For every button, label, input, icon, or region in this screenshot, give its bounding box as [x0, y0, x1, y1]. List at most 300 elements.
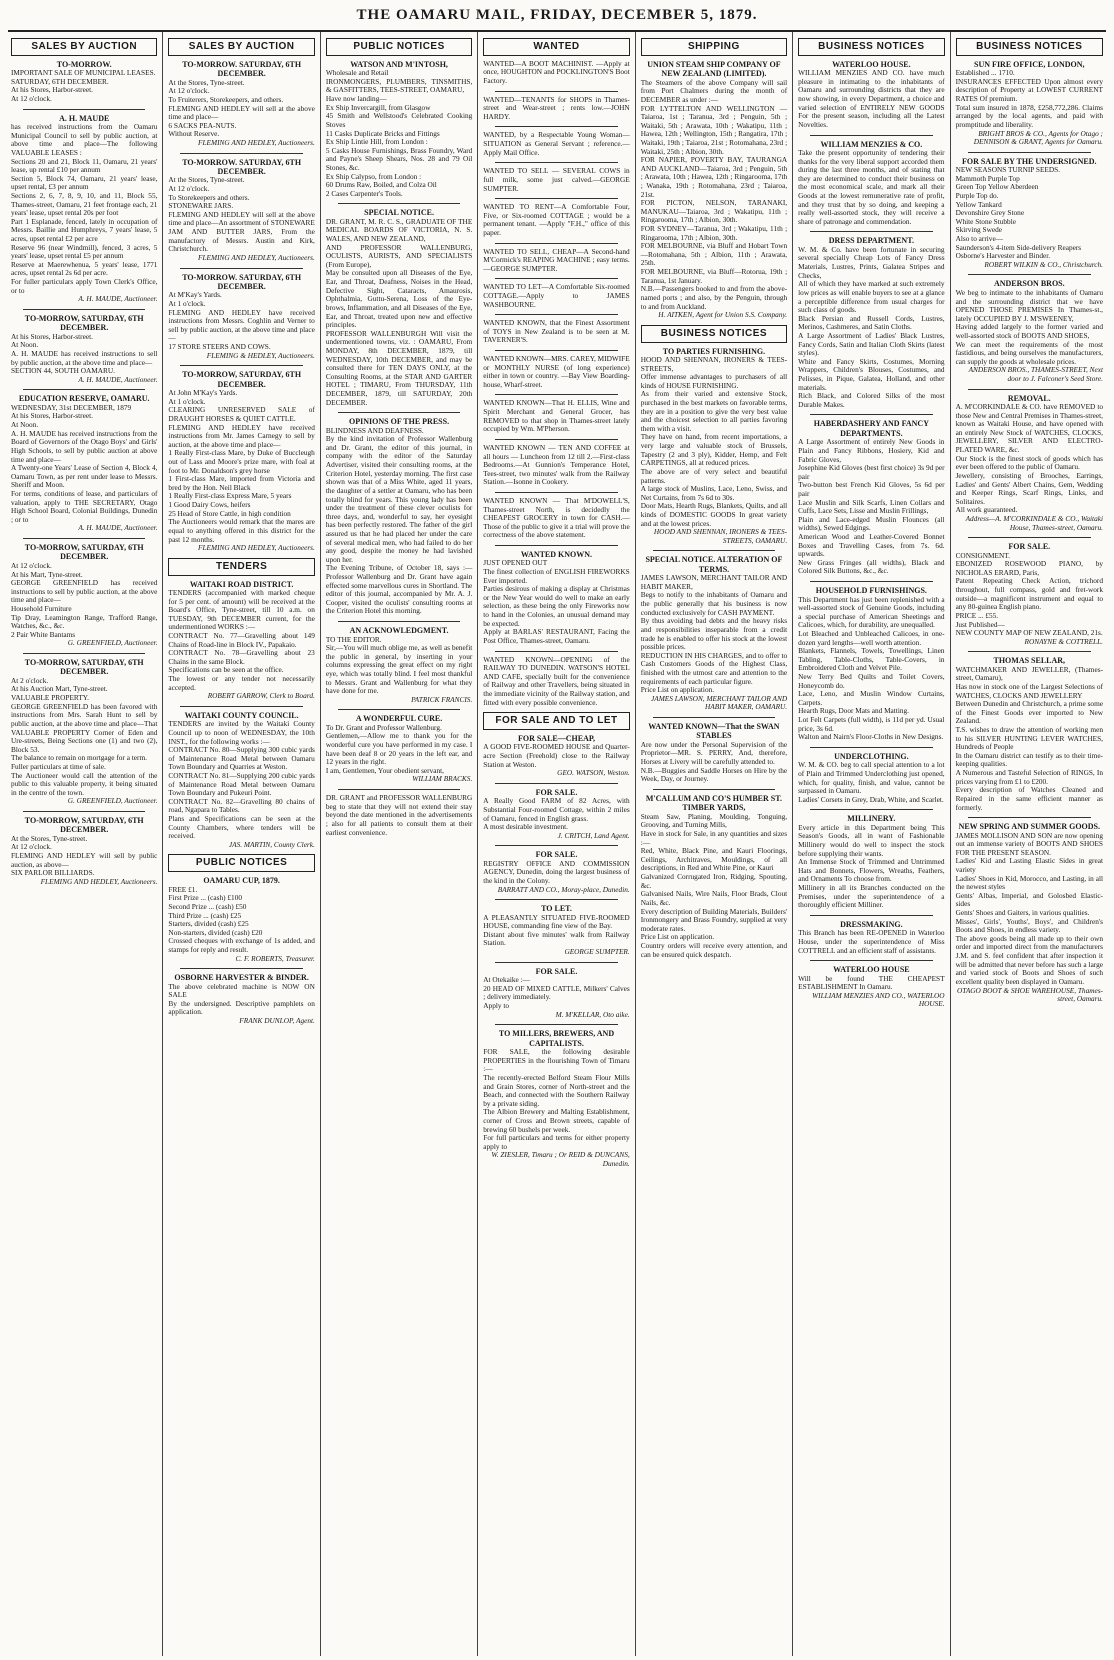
ad-line: Walton and Nairn's Floor-Cloths in New Designs. — [798, 732, 944, 742]
ad-signature: A. H. MAUDE, Auctioneer. — [78, 294, 158, 304]
ad-divider — [23, 811, 145, 812]
ad-line: Offer immense advantages to purchasers of all kinds of HOUSE FURNISHING. — [640, 372, 788, 390]
ad-divider — [810, 960, 932, 961]
ad-line: Lace, Leno, and Muslin Window Curtains, Carpets. — [798, 689, 945, 707]
ad-divider — [495, 162, 617, 163]
ad-line: At 12 o'clock. — [168, 184, 210, 194]
ad-line: Household Furniture — [11, 603, 72, 613]
ad-line: Hearth Rugs, Door Mats and Matting. — [798, 706, 909, 716]
ad-title: WANTED KNOWN—That the SWAN STABLES — [648, 722, 780, 741]
ad-line: FLEMING AND HEDLEY have received instructions from Messrs. Coghlin and Verner to sell by public auction, at the above time and place— — [168, 307, 315, 343]
ad-line: Tip Dray, Leamington Range, Trafford Range, Watches, &c., &c. — [11, 612, 158, 631]
ad-line: Between Dunedin and Christchurch, a prime some of the Finest Goods ever imported to New Zealand. — [955, 699, 1103, 726]
ad-line: WANTED—TENANTS for SHOPS in Thames-street and Wear-street ; rents low.—JOHN HARDY. — [483, 94, 630, 121]
advertisement — [483, 96, 629, 122]
advertisement — [483, 399, 629, 433]
ad-line: Without Reserve. — [168, 129, 220, 139]
ad-title: OAMARU CUP, 1879. — [203, 876, 280, 886]
ad-divider — [810, 414, 932, 415]
ad-title: TO-MORROW, SATURDAY, 6TH DECEMBER. — [24, 657, 144, 677]
ad-divider — [810, 915, 932, 916]
ad-line: Skirving Swede — [955, 225, 1002, 235]
ad-line: American Wood and Leather-Covered Bonnet Boxes and Travelling Cases, from 7s. 6d. upwards. — [798, 532, 945, 559]
ad-line: For full particulars and terms for either property apply to — [483, 1133, 630, 1151]
ad-line: We beg to intimate to the inhabitants of Oamaru and the surrounding district that we have OPENED THOSE PREMISES In Thames-st., lately OCCUPIED BY J. M'SWEENEY, — [955, 287, 1103, 323]
ad-line: Gentlemen,—Allow me to thank you for the wonderful cure you have performed in my case. I have been deaf 8 or 20 years in the left ear, and 12 years in the right. — [325, 731, 473, 767]
ad-signature: M. M'KELLAR, Oto aike. — [555, 1009, 630, 1019]
ad-line: All work guaranteed. — [955, 505, 1018, 515]
ad-line: The lowest or any tender not necessarily accepted. — [168, 674, 315, 692]
section-heading: BUSINESS NOTICES — [956, 38, 1103, 56]
ad-line: 20 HEAD OF MIXED CATTLE, Milkers' Calves ; delivery immediately. — [483, 983, 630, 1002]
advertisement — [11, 394, 157, 533]
ad-line: At 12 o'clock. — [168, 86, 210, 96]
section-heading: FOR SALE AND TO LET — [483, 712, 629, 730]
ad-divider — [495, 91, 617, 92]
ad-signature: FLEMING & HEDLEY, Auctioneers. — [206, 350, 315, 360]
ad-line: Ladies' Shoes in Kid, Morocco, and Lasting, in all the newest styles — [955, 873, 1103, 892]
ad-line: The Auctioneer would call the attention of the public to this valuable property, it being situated in the centre of the town. — [11, 770, 158, 797]
advertisement — [956, 60, 1103, 147]
ad-line: JAMES LAWSON, MERCHANT TAILOR AND HABIT MAKER, — [640, 573, 788, 591]
advertisement — [798, 752, 944, 804]
ad-line: Sir,—You will much oblige me, as well as benefit the public in general, by inserting in your columns expressing the great effect on my right eye, which was totally blind. I feel most thankful to Messrs. Grant and Wallenburg for what they have done for me. — [325, 643, 473, 696]
ad-title: M'CALLUM AND CO'S HUMBER ST. TIMBER YARDS, — [645, 793, 782, 813]
ad-line: White and Fancy Skirts, Costumes, Morning Wrappers, Children's Blouses, Costumes, and Pelisses, in Pique, Galatea, Holland, and other materials. — [798, 356, 945, 392]
ad-title: TO PARTIES FURNISHING. — [662, 346, 766, 356]
ad-divider — [495, 783, 617, 784]
ad-signature: FLEMING AND HEDLEY, Auctioneers. — [198, 543, 315, 553]
ad-divider — [653, 550, 775, 551]
advertisement — [168, 370, 314, 552]
ad-line: Ex Ship Lintie Hill, from London : — [325, 137, 428, 147]
advertisement — [641, 347, 787, 546]
ad-signature: HOOD AND SHENNAN, IRONERS & TEES-STREETS, OAMARU. — [653, 527, 788, 545]
ad-line: Having added largely to the former varied and well-assorted stock of BOOTS AND SHOES, — [955, 322, 1103, 340]
ad-line: At 1 o'clock. — [168, 396, 206, 406]
ad-divider — [653, 789, 775, 790]
ad-divider — [495, 899, 617, 900]
ad-line: CONTRACT No. 77—Gravelling about 149 Chains of Road-line in Block IV., Papakaio. — [168, 631, 315, 649]
ad-line: At his Stores, Harbor-street. — [11, 85, 93, 95]
ad-line: GEORGE GREENFIELD has received instructions to sell by public auction, at the above time and place— — [11, 578, 158, 605]
ad-title: SPECIAL NOTICE. ALTERATION OF TERMS. — [645, 555, 783, 574]
ad-line: WANTED TO SELL — SEVERAL COWS in full milk, some just calved.—GEORGE SUMPTER. — [483, 166, 630, 193]
ad-line: WANTED TO RENT—A Comfortable Four, Five, or Six-roomed COTTAGE ; would be a permanent tenant. —Apply "F.H.," office of this paper. — [483, 202, 630, 237]
ad-line: HOOD AND SHENNAN, IRONERS & TEES-STREETS, — [640, 354, 788, 373]
ad-line: IRONMONGERS, PLUMBERS, TINSMITHS, & GASFITTERS, TEES-STREET, OAMARU, — [325, 76, 473, 95]
ad-line: Two-button best French Kid Gloves, 5s 6d per pair — [798, 480, 945, 498]
ad-signature: BRIGHT BROS & CO., Agents for Otago ; DENNISON & GRANT, Agents for Oamaru. — [973, 128, 1103, 147]
ad-line: Gents' Albas, Imperial, and Golosbed Elastic-sides — [955, 890, 1103, 909]
ad-line: TO THE EDITOR. — [325, 634, 382, 644]
advertisement — [483, 60, 629, 86]
ad-divider — [495, 1024, 617, 1025]
ad-title: FOR SALE BY THE UNDERSIGNED. — [962, 156, 1097, 166]
ad-line: AND PROFESSOR WALLENBURG, OCULISTS, AURISTS, AND SPECIALISTS (From Europe), — [325, 242, 473, 269]
ad-signature: ROBERT WILKIN & CO., Christchurch. — [984, 259, 1103, 269]
column-3 — [321, 32, 478, 1656]
ad-line: INSURANCES EFFECTED Upon almost every description of Property at LOWEST CURRENT RATES Of premium. — [955, 76, 1103, 104]
ad-line: At his Stores, Harbor-street. — [11, 411, 93, 421]
ad-line: Devonshire Grey Stone — [955, 208, 1025, 218]
ad-title: UNION STEAM SHIP COMPANY OF NEW ZEALAND (LIMITED). — [647, 59, 781, 79]
ad-line: CONTRACT No. 81—Supplying 200 cubic yards of Maintenance Road Metal between Oamaru Town Boundary and Pukeuri Point. — [168, 770, 315, 798]
ad-signature: ANDERSON BROS., THAMES-STREET, Next door to J. Falconer's Seed Store. — [968, 365, 1103, 383]
advertisement — [798, 920, 944, 955]
section-heading: PUBLIC NOTICES — [326, 38, 472, 56]
ad-line: has received instructions from the Oamaru Municipal Council to sell by public auction, at above time and place—The following VALUABLE LEASES : — [11, 122, 158, 157]
ad-line: WANTED TO SELL, CHEAP—A Second-hand M'Cormick's REAPING MACHINE ; easy terms.—GEORGE SUMPTER. — [483, 246, 630, 273]
advertisement — [483, 788, 629, 840]
column-4 — [478, 32, 635, 1656]
advertisement — [326, 626, 472, 704]
advertisement — [956, 542, 1103, 646]
advertisement — [483, 904, 629, 956]
advertisement — [641, 722, 787, 784]
ad-line: Mammoth Purple Top — [955, 173, 1020, 183]
ad-line: Wholesale and Retail — [325, 68, 389, 78]
ad-line: FLEMING AND HEDLEY will sell at the above time and place—An assortment of STONEWARE JAM AND BUTTER JARS, From the manufactory of Messrs. Austin and Kirk, Christchurch. — [168, 209, 315, 254]
ad-line: REGISTRY OFFICE AND COMMISSION AGENCY, Dunedin, doing the largest business of the kind in the Colony. — [483, 858, 630, 885]
ad-line: Sections 2, 6, 7, 8, 9, 10, and 11, Block 55, Thames-street, Oamaru, 21 feet frontage each, 21 years' lease, upset rental 20s per foot — [11, 190, 158, 218]
ad-line: W. M. & Co. have been fortunate in securing several specially Cheap Lots of Fancy Dress Materials, Lustres, Prints, Galatea Stripes and Checks, — [798, 244, 945, 280]
ad-line: Fuller particulars at time of sale. — [11, 761, 106, 771]
columns — [0, 32, 1114, 1656]
ad-line: NEW SEASONS TURNIP SEEDS. — [955, 165, 1061, 175]
ad-signature: GEORGE SUMPTER. — [564, 947, 630, 957]
ad-divider — [180, 365, 302, 366]
ad-line: At 12 o'clock. — [11, 560, 52, 570]
ad-line: At 12 o'clock. — [11, 842, 52, 852]
advertisement — [483, 203, 629, 237]
ad-line: Yellow Tankard — [955, 199, 1002, 209]
ad-line: A Large Assortment of entirely New Goods in Plain and Fancy Ribbons, Hosiery, Kid and Fabric Gloves, — [798, 437, 945, 464]
advertisement — [483, 248, 629, 274]
ad-title: SUN FIRE OFFICE, LONDON, — [974, 59, 1085, 69]
advertisement — [11, 543, 157, 648]
ad-line: First Prize ... (cash) £100 — [168, 893, 242, 903]
ad-line: At the Stores, Tyne-street. — [168, 175, 245, 185]
ad-title: TO-MORROW. SATURDAY, 6TH DECEMBER. — [182, 157, 302, 176]
ad-line: Galvanised Nails, Wire Nails, Floor Brads, Clout Nails, &c. — [640, 889, 788, 907]
ad-title: TO-MORROW, SATURDAY, 6TH DECEMBER. — [182, 370, 302, 389]
ad-title: EDUCATION RESERVE, OAMARU. — [18, 394, 150, 404]
ad-line: Established ... 1710. — [955, 68, 1015, 78]
ad-title: DRESS DEPARTMENT. — [828, 236, 914, 246]
ad-divider — [968, 152, 1091, 153]
advertisement — [326, 208, 472, 407]
ad-line: 2 Pair White Bantams — [11, 629, 76, 639]
ad-line: Blankets, Flannels, Towels, Towellings, Linen Tabling, Table-Cloths, Table-Covers, in Embroidered Cloth and Velvet Pile. — [798, 646, 945, 673]
advertisement — [483, 131, 629, 157]
ad-line: W. M. & CO. beg to call special attention to a lot of Plain and Trimmed Underclothing just opened, which, for quality, finish, and value, cannot be surpassed in Oamaru. — [798, 760, 945, 796]
ad-line: This Branch has been RE-OPENED in Waterloo House, under the superintendence of Miss COTTRELL and an efficient staff of assistants. — [798, 928, 945, 955]
ad-line: Ex Ship Calypso, from London : — [325, 171, 422, 181]
ad-signature: JAMES LAWSON, MERCHANT TAILOR AND HABIT MAKER, OAMARU. — [651, 693, 788, 712]
ad-line: We can meet the requirements of the most fastidious, and being ourselves the manufacturers, can supply the goods at wholesale prices. — [955, 339, 1103, 366]
ad-line: Saunderson's 4-item Side-delivery Reapers — [955, 242, 1082, 252]
advertisement — [956, 822, 1103, 1004]
advertisement — [483, 1029, 629, 1168]
ad-line: Black Persian and Russell Cords, Lustres, Merinos, Cashmeres, and Satin Cloths. — [798, 313, 945, 332]
ad-line: JUST OPENED OUT — [483, 558, 548, 568]
column-5 — [636, 32, 793, 1656]
ad-divider — [495, 845, 617, 846]
ad-line: A Numerous and Tasteful Selection of RINGS, In prices varying from £1 to £200. — [955, 768, 1103, 786]
column-1 — [6, 32, 163, 1656]
ad-line: WANTED KNOWN, that the Finest Assortment of TOYS in New Zealand is to be seen at M. TAVERNER'S. — [483, 318, 630, 345]
ad-title: WATSON AND M'INTOSH, — [350, 59, 448, 69]
ad-divider — [495, 314, 617, 315]
ad-line: Our Stock is the finest stock of goods which has ever been offered to the public of Oamaru. — [955, 453, 1103, 472]
ad-line: The finest collection of ENGLISH FIREWORKS Ever imported. — [483, 567, 630, 585]
ad-line: Specifications can be seen at the office. — [168, 665, 284, 675]
ad-divider — [495, 545, 617, 546]
ad-line: WILLIAM MENZIES AND CO. have much pleasure in intimating to the inhabitants of Oamaru and surrounding districts that they are now showing, in every Department, a choice and varied selection of ENTIRELY NEW GOODS For the present season, including all the Latest Novelties. — [798, 68, 945, 129]
advertisement — [798, 60, 944, 130]
ad-line: FOR SYDNEY—Taranua, 3rd ; Wakatipu, 11th ; Ringarooma, 17th ; Albion, 30th. — [640, 224, 788, 242]
ad-line: Price List on application. — [640, 932, 715, 942]
ad-divider — [180, 968, 302, 969]
ad-line: Lot Felt Carpets (full width), is 11d per yd. Usual price, 3s 6d. — [798, 715, 945, 733]
ad-title: A WONDERFUL CURE. — [355, 714, 443, 724]
section-heading: SALES BY AUCTION — [11, 38, 157, 56]
ad-line: At 2 o'clock. — [11, 675, 49, 685]
ad-line: Every description of Building Materials, Builders' Ironmongery and Brass Foundry, supplied at very moderate rates. — [640, 906, 788, 933]
ad-title: AN ACKNOWLEDGMENT. — [349, 626, 449, 636]
advertisement — [326, 794, 472, 837]
advertisement — [326, 714, 472, 784]
ad-divider — [180, 268, 302, 269]
ad-line: 2 Cases Carpenter's Tools. — [325, 188, 403, 198]
ad-line: A most desirable investment. — [483, 822, 568, 832]
ad-line: Third Prize ... (cash) £25 — [168, 910, 242, 920]
ad-line: Plans and Specifications can be seen at the County Chambers, where tenders will be received. — [168, 814, 315, 841]
ad-line: Galvanized Corrugated Iron, Ridging, Spouting, &c. — [640, 872, 788, 890]
ad-line: 11 Casks Duplicate Bricks and Fittings — [325, 128, 440, 138]
ad-line: Rich Black, and Colored Silks of the most Durable Makes. — [798, 391, 945, 409]
ad-line: WEDNESDAY, 31st DECEMBER, 1879 — [11, 402, 132, 412]
advertisement — [483, 355, 629, 389]
ad-divider — [653, 717, 775, 718]
ad-signature: FLEMING AND HEDLEY, Auctioneers. — [40, 876, 158, 886]
ad-title: TO-MORROW, SATURDAY, 6TH DECEMBER. — [24, 313, 144, 333]
ad-divider — [23, 538, 145, 539]
advertisement — [326, 60, 472, 199]
ad-line: Steam Saw, Planing, Moulding, Tonguing, Grooving, and Turning Mills, — [640, 811, 788, 830]
ad-divider — [180, 153, 302, 154]
ad-line: Osborne's Harvester and Binder. — [955, 251, 1051, 261]
advertisement — [168, 711, 314, 850]
advertisement — [798, 236, 944, 409]
ad-line: At John M'Kay's Yards. — [168, 388, 238, 398]
ad-line: They have on hand, from recent importations, a very large and valuable stock of Brussels, Tapestry (2 and 3 ply), Kidder, Hemp, and Felt CARPETINGS, all at reduced prices. — [640, 432, 788, 468]
ad-line: 5 Casks House Furnishings, Brass Foundry, Ward and Payne's Sheep Shears, Nos. 28 and 79 Oil Stones, &c. — [325, 145, 473, 172]
ad-divider — [810, 135, 932, 136]
ad-line: FLEMING AND HEDLEY have received instructions from Mr. James Carnegy to sell by auction, at the above time and place— — [168, 422, 315, 449]
ad-line: At M'Kay's Yards. — [168, 290, 222, 300]
ad-line: Starters, divided (cash) £25 — [168, 919, 249, 929]
advertisement — [483, 167, 629, 193]
ad-line: 6 SACKS PEA-NUTS. — [168, 120, 237, 130]
ad-line: Country orders will receive every attention, and can be ensured quick despatch. — [640, 940, 788, 959]
ad-line: New Grass Fringes (all widths), Black and Colored Silk Buttons, &c., &c. — [798, 557, 945, 576]
ad-title: TO-MORROW. — [56, 59, 112, 69]
ad-line: Section 5, Block 74, Oamaru, 21 years' lease, upset rental, £3 per annum — [11, 173, 158, 192]
ad-line: The balance to remain on mortgage for a term. — [11, 753, 147, 763]
ad-line: At his Auction Mart, Tyne-street. — [11, 684, 108, 694]
advertisement — [798, 419, 944, 576]
ad-line: To Storekeepers and others. — [168, 192, 250, 202]
ad-divider — [810, 581, 932, 582]
ad-line: New Terry Bed Quilts and Toilet Covers, Honeycomb do. — [798, 671, 945, 690]
ad-line: At his Mart, Tyne-street. — [11, 569, 83, 579]
section-heading: SALES BY AUCTION — [168, 38, 314, 56]
ad-signature: GEO. WATSON, Weston. — [557, 768, 630, 778]
advertisement — [168, 973, 314, 1025]
ad-title: TO-MORROW. SATURDAY, 6TH DECEMBER. — [182, 59, 302, 79]
ad-signature: A. H. MAUDE, Auctioneer. — [78, 374, 158, 384]
ad-divider — [338, 203, 460, 204]
advertisement — [641, 555, 787, 712]
ad-signature: Address—A. M'CORKINDALE & CO., Waitaki House, Thames-street, Oamaru. — [965, 513, 1103, 532]
ad-title: TO LET. — [541, 904, 572, 914]
ad-line: White Stone Stubble — [955, 216, 1016, 226]
ad-title: FOR SALE. — [535, 787, 578, 797]
ad-line: Total sum insured in 1878, £258,772,286. Claims arranged by the local agents, and paid with promptitude and liberality. — [955, 102, 1103, 129]
advertisement — [798, 814, 944, 910]
ad-title: FOR SALE. — [1008, 542, 1051, 552]
ad-title: HABERDASHERY AND FANCY DEPARTMENTS. — [813, 419, 929, 438]
ad-line: The recently-erected Belford Steam Flour Mills and Grain Stores, corner of North-street and the Beach, and connected with the Southern Railway by a private siding. — [483, 1072, 630, 1108]
ad-divider — [338, 621, 460, 622]
ad-line: 60 Drums Raw, Boiled, and Colza Oil — [325, 180, 437, 190]
advertisement — [483, 319, 629, 345]
ad-line: WANTED KNOWN — TEN AND COFFEE at all hours — Luncheon from 12 till 2.—First-class Bedrooms.—At Gunnion's Temperance Hotel, Tees-street, two minutes' walk from the Railway Station.—Isonne in Cookery. — [483, 442, 630, 487]
advertisement — [11, 314, 157, 385]
ad-title: HOUSEHOLD FURNISHINGS. — [815, 586, 927, 596]
ad-divider — [968, 817, 1091, 818]
ad-line: Ladies' Kid and Lasting Elastic Sides in great variety — [955, 856, 1103, 874]
ad-line: Lace Muslin and Silk Scarfs, Linen Collars and Cuffs, Lace Sets, Lisse and Muslin Frillings, — [798, 497, 945, 516]
ad-line: CONSIGNMENT. — [955, 550, 1010, 560]
ad-line: FLEMING AND HEDLEY will sell at the above time and place— — [168, 103, 315, 122]
advertisement — [956, 279, 1103, 383]
ad-line: Purple Top do. — [955, 190, 999, 200]
ad-line: A. M'CORKINDALE & CO. have REMOVED to those New and Central Premises in Thames-street, known as Waitaki House, and have opened with an entirely New Stock of WATCHES, CLOCKS, JEWELLERY, SILVER AND ELECTRO-PLATED WARE, &c. — [955, 402, 1103, 455]
ad-signature: WILLIAM BRACKS. — [412, 774, 473, 784]
ad-line: NEW COUNTY MAP OF NEW ZEALAND, 21s. — [955, 628, 1103, 638]
ad-line: SIX PARLOR BILLIARDS. — [11, 868, 95, 878]
ad-line: WANTED TO LET—A Comfortable Six-roomed COTTAGE.—Apply to JAMES WASHBOURNE. — [483, 282, 630, 309]
ad-line: Also to arrive— — [955, 234, 1003, 244]
ad-divider — [338, 789, 460, 790]
ad-line: A Really Good FARM of 82 Acres, with Substantial Four-roomed Cottage, within 2 miles of Oamaru, fenced in English grass. — [483, 796, 630, 823]
advertisement — [798, 140, 944, 227]
ad-line: A. H. MAUDE has received instructions from the Board of Governors of the Otago Boys' and Girls' High Schools, to sell by public auction at above time and place— — [11, 428, 158, 464]
ad-divider — [968, 651, 1091, 652]
advertisement — [483, 967, 629, 1019]
ad-line: REDUCTION IN HIS CHARGES, and to offer to Cash Customers Goods of the Highest Class, finished with the utmost care and attention to the requirements of each particular figure. — [640, 650, 788, 686]
ad-line: BLINDNESS AND DEAFNESS. — [325, 425, 424, 435]
ad-line: By the undersigned. Descriptive pamphlets on application. — [168, 998, 315, 1017]
ad-line: For fuller particulars apply Town Clerk's Office, or to — [11, 277, 158, 295]
ad-line: T.S. wishes to draw the attention of working men to his SILVER HUNTING LEVER WATCHES, Hundreds of People — [955, 725, 1103, 752]
ad-signature: FLEMING AND HEDLEY, Auctioneers. — [198, 252, 315, 262]
ad-divider — [810, 231, 932, 232]
ad-line: 1 First-class Mare, imported from Victoria and bred by the Hon. Neil Black — [168, 474, 315, 492]
section-heading: BUSINESS NOTICES — [641, 325, 787, 343]
ad-line: As from their varied and extensive Stock, purchased in the best markets on favorable terms, they are in a position to give the very best value and the choicest selection to all parties favoring them with a visit. — [640, 389, 788, 433]
ad-signature: FLEMING AND HEDLEY, Auctioneers. — [198, 137, 315, 147]
section-heading: WANTED — [483, 38, 629, 56]
ad-divider — [338, 709, 460, 710]
ad-line: WANTED KNOWN — That M'DOWELL'S, Thames-street North, is decidedly the CHEAPEST GROCERY in town for CASH.—Those of the public to give it a trial will prove the correctness of the above statement. — [483, 495, 630, 540]
ad-line: CONTRACT No. 78—Gravelling about 23 Chains in the same Block. — [168, 648, 315, 666]
ad-line: All of which they have marked at such extremely low prices as will enable buyers to see at a glance a perceptible difference from usual charges for such class of goods. — [798, 279, 945, 315]
ad-divider — [495, 278, 617, 279]
ad-signature: ROBERT GARROW, Clerk to Board. — [207, 691, 315, 701]
ad-title: SPECIAL NOTICE. — [364, 208, 434, 218]
ad-line: At 1 o'clock. — [168, 299, 206, 308]
ad-line: Price List on application. — [640, 685, 715, 695]
ad-signature: FRANK DUNLOP, Agent. — [239, 1016, 315, 1026]
advertisement — [168, 876, 314, 963]
advertisement — [168, 158, 314, 263]
ad-line: In the Oamaru district can testify as to their time-keeping qualities. — [955, 750, 1103, 769]
ad-line: PRICE ... £55. — [955, 610, 999, 620]
ad-title: TO MILLERS, BREWERS, AND CAPITALISTS. — [498, 1029, 615, 1048]
ad-title: WILLIAM MENZIES & CO. — [820, 139, 923, 149]
ad-line: The Albion Brewery and Malting Establishment, corner of Cross and Brown streets, capable of brewing 60 bushels per week. — [483, 1107, 630, 1134]
ad-line: Begs to notify to the inhabitants of Oamaru and the public generally that his business is now conducted exclusively for CASH PAYMENT. — [640, 590, 788, 617]
ad-signature: OTAGO BOOT & SHOE WAREHOUSE, Thames-street, Oamaru. — [957, 985, 1103, 1004]
ad-title: DRESSMAKING. — [840, 919, 903, 929]
ad-title: ANDERSON BROS. — [993, 279, 1065, 289]
ad-line: By thus avoiding bad debts and the heavy risks and responsibilities inseparable from a credit trade he is enabled to offer his stock at the lowest possible prices. — [640, 616, 788, 652]
ad-line: DR. GRANT, M. R. C. S., GRADUATE OF THE MEDICAL BOARDS OF VICTORIA, N. S. WALES, AND NEW ZEALAND, — [325, 216, 473, 244]
ad-signature: PATRICK FRANCIS. — [411, 694, 473, 704]
advertisement — [11, 114, 157, 304]
ad-line: WATCHMAKER AND JEWELLER, (Thames-street, Oamaru), — [955, 664, 1103, 683]
ad-divider — [495, 350, 617, 351]
ad-divider — [495, 126, 617, 127]
ad-title: WATERLOO HOUSE — [833, 965, 910, 975]
ad-line: WANTED KNOWN—That H. ELLIS, Wine and Spirit Merchant and General Grocer, has REMOVED to that shop in Thames-street lately occupied by Wm. M'Pherson. — [483, 398, 630, 434]
advertisement — [168, 580, 314, 701]
ad-line: Gents' Shoes and Gaiters, in various qualities. — [955, 908, 1090, 918]
ad-title: FOR SALE—CHEAP, — [517, 733, 596, 743]
ad-line: Patent Repeating Check Action, trichord throughout, full compass, gold and fret-work outside—a magnificent instrument and equal to any 80-guinea English piano. — [955, 576, 1103, 612]
ad-divider — [968, 274, 1091, 275]
ad-divider — [180, 706, 302, 707]
ad-line: FOR PICTON, NELSON, TARANAKI, MANUKAU—Taiaroa, 3rd ; Wakatipu, 11th ; Ringarooma, 17th ; Albion, 30th. — [640, 198, 788, 225]
ad-line: FOR MELBOURNE, via Bluff and Hobart Town—Rotomahana, 5th ; Albion, 11th ; Arawata, 25th. — [640, 241, 788, 268]
ad-title: UNDERCLOTHING. — [834, 751, 909, 761]
ad-line: Reserve at Maerewhenua, 5 years' lease, 1771 acres, upset rental 2s 6d per acre. — [11, 259, 158, 278]
ad-line: By the kind invitation of Professor Wallenburg and Dr. Grant, the editor of this journal, in company with the editor of the Saturday Advertiser, visited their consulting rooms, at the Criterion Hotel, yesterday morning. The first case shown was that of a Miss White, aged 11 years, the daughter of a settler at Oamaru, who has been totally blind for years. This young lady has been under the treatment of these clever oculists for three days, and, wonderful to say, her eyesight has been perfectly restored. The father of the girl assured us that he had placed her under the care of several medical men, who had failed to do her any good, despite the money he had lavished upon her. — [325, 434, 473, 564]
ad-line: Lot Bleached and Unbleached Calicoes, in one-dozen yard lengths—well worth attention. — [798, 628, 945, 647]
ad-divider — [968, 389, 1091, 390]
ad-line: CONTRACT No. 80—Supplying 300 cubic yards of Maintenance Road Metal between Oamaru Town Boundary and Quarries at Weston. — [168, 745, 315, 772]
ad-title: WANTED KNOWN. — [520, 550, 593, 559]
ad-line: FLEMING AND HEDLEY will sell by public auction, as above— — [11, 851, 158, 869]
ad-signature: C. F. ROBERTS, Treasurer. — [235, 953, 315, 963]
ad-line: 45 Smith and Wellstood's Celebrated Cooking Stoves — [325, 111, 473, 129]
ad-line: Sections 20 and 21, Block 11, Oamaru, 21 years' lease, up rental £10 per annum — [11, 156, 158, 175]
ad-divider — [23, 309, 145, 310]
